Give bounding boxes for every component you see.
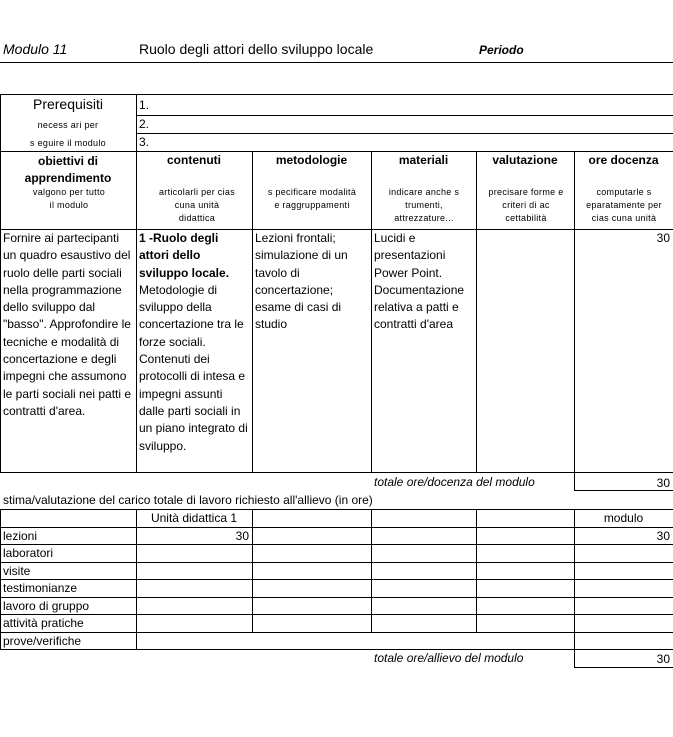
col-note-hours: computarle s eparatamente per cias cuna unità: [586, 187, 662, 223]
prerequisite-item-2: 2.: [139, 117, 150, 131]
workload-col-module: modulo: [603, 511, 644, 525]
row-methods: Lezioni frontali; simulazione di un tavolo di concertazione; esame di casi di studio: [255, 231, 348, 332]
prerequisite-item-3: 3.: [139, 135, 150, 149]
workload-row-label: attività pratiche: [3, 616, 84, 630]
total-student-label: totale ore/allievo del modulo: [374, 651, 524, 665]
prerequisites-title: Prerequisiti: [32, 96, 104, 112]
col-header-materials: materiali: [398, 153, 449, 167]
module-number: Modulo 11: [3, 41, 68, 57]
col-header-hours: ore docenza: [588, 153, 659, 167]
period-label: Periodo: [479, 43, 524, 57]
workload-row-unit: 30: [235, 529, 249, 543]
module-title: Ruolo degli attori dello sviluppo locale: [139, 41, 374, 57]
row-materials: Lucidi e presentazioni Power Point. Documentazione relativa a patti e contratti d'area: [374, 231, 465, 332]
col-note-methods: s pecificare modalità e raggruppamenti: [267, 187, 357, 210]
col-header-contents: contenuti: [167, 153, 221, 167]
total-teaching-label: totale ore/docenza del modulo: [374, 475, 535, 489]
row-objectives: Fornire ai partecipanti un quadro esaustivo del ruolo delle parti sociali nella programmazione dello sviluppo dal "basso". Approfondire le tecniche e modalità di concertazione e degli impegni che assumono le parti sociali nei patti e contratti d'area.: [3, 231, 132, 418]
prerequisite-item-1: 1.: [139, 98, 150, 112]
workload-row-label: prove/verifiche: [3, 634, 82, 648]
col-note-objectives: valgono per tutto il modulo: [32, 187, 106, 210]
total-student-value: 30: [656, 652, 670, 666]
col-header-evaluation: valutazione: [492, 153, 558, 167]
col-note-evaluation: precisare forme e criteri di ac cettabilità: [488, 187, 564, 223]
col-note-contents: articolarli per cias cuna unità didattica: [158, 187, 236, 223]
col-note-materials: indicare anche s trumenti, attrezzature...: [388, 187, 460, 223]
workload-row-label: lavoro di gruppo: [3, 599, 90, 613]
row-hours: 30: [656, 231, 670, 245]
header-underline: [0, 62, 673, 63]
workload-title: stima/valutazione del carico totale di lavoro richiesto all'allievo (in ore): [3, 493, 373, 507]
col-header-methods: metodologie: [275, 153, 348, 167]
workload-col-unit: Unità didattica 1: [150, 511, 238, 525]
workload-row-label: testimonianze: [3, 581, 78, 595]
workload-row-module: 30: [656, 529, 670, 543]
total-teaching-value: 30: [656, 476, 670, 490]
row-contents: [139, 230, 251, 455]
row-contents-body: Metodologie di sviluppo della concertazione tra le forze sociali. Contenuti dei protocolli di intesa e impegni assunti dalle parti sociali in un piano integrato di sviluppo.: [139, 282, 248, 453]
row-contents-heading: 1 -Ruolo degli attori dello sviluppo locale.: [139, 231, 230, 280]
workload-row-label: laboratori: [3, 546, 54, 560]
prerequisites-sub1: necess ari per: [37, 120, 99, 130]
col-header-objectives: obiettivi di apprendimento: [24, 154, 112, 185]
workload-row-label: lezioni: [3, 529, 38, 543]
prerequisites-sub2: s eguire il modulo: [30, 138, 106, 148]
workload-row-label: visite: [3, 564, 31, 578]
